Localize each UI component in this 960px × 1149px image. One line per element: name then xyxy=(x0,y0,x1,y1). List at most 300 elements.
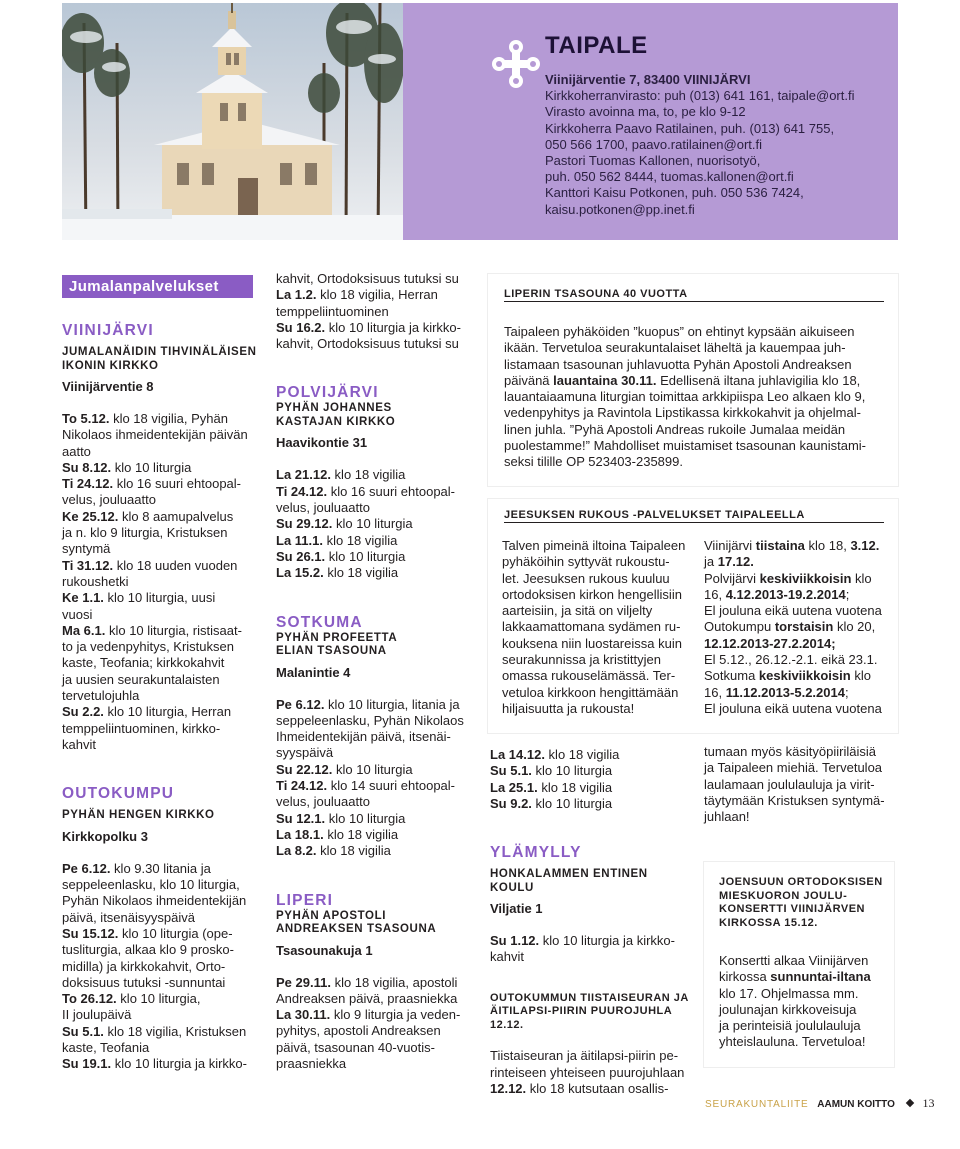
text-line xyxy=(719,1002,889,1018)
line-text: klo 18 vigilia, Herran xyxy=(316,287,438,303)
date-label: La 18.1. xyxy=(276,826,324,842)
line-text: to ja vedenpyhitys, Kristuksen xyxy=(62,639,234,655)
line-text: klo 16 suuri ehtoopal- xyxy=(113,476,241,492)
text-line xyxy=(704,636,894,652)
text-line: laulamaan joululauluja ja virit- xyxy=(704,776,875,792)
text-line xyxy=(504,373,884,389)
date-label: 4.12.2013-19.2.2014 xyxy=(725,586,846,602)
schedule-line xyxy=(276,975,476,991)
line-text: klo 14 suuri ehtoopal- xyxy=(327,778,455,794)
box-heading xyxy=(719,876,883,930)
text-line xyxy=(704,701,894,717)
text-line xyxy=(704,554,894,570)
line-text: 16, xyxy=(704,684,726,700)
text-line xyxy=(719,1034,889,1050)
church-name: PYHÄN JOHANNES xyxy=(276,402,392,415)
schedule-line xyxy=(62,942,262,958)
date-label: Su 16.2. xyxy=(276,319,326,335)
line-text: Outokumpu xyxy=(704,619,775,635)
line-text: klo 9 liturgia ja veden- xyxy=(330,1007,461,1023)
section-title: POLVIJÄRVI xyxy=(276,384,379,402)
schedule-line xyxy=(276,827,476,843)
schedule-line xyxy=(62,590,262,606)
heading-rule xyxy=(504,522,884,523)
date-label: La 25.1. xyxy=(490,779,538,795)
schedule-line xyxy=(276,304,476,320)
date-label: Ke 25.12. xyxy=(62,508,119,524)
line-text: yhteislauluna. Tervetuloa! xyxy=(719,1034,866,1050)
date-label: La 8.2. xyxy=(276,843,317,859)
schedule-list xyxy=(276,697,476,860)
date-label: Su 15.12. xyxy=(62,925,119,941)
schedule-line xyxy=(276,533,476,549)
date-label: Su 9.2. xyxy=(490,795,532,811)
line-text: Ihmeidentekijän päivä, itsenäi- xyxy=(276,729,451,745)
schedule-list xyxy=(276,975,476,1073)
schedule-line xyxy=(276,484,476,500)
schedule-line xyxy=(62,509,262,525)
schedule-line xyxy=(490,763,695,779)
schedule-list xyxy=(276,467,476,581)
line-text: klo 10 liturgia (ope- xyxy=(118,925,233,941)
box-text xyxy=(504,324,884,471)
line-text: Nikolaos ihmeidentekijän päivän xyxy=(62,427,248,443)
page-footer xyxy=(705,1096,934,1112)
schedule-line xyxy=(62,688,262,704)
line-text: klo 10 liturgia xyxy=(332,516,413,532)
line-text: rinteiseen yhteiseen puurojuhlaan xyxy=(490,1064,685,1080)
schedule-line xyxy=(490,1065,695,1081)
church-photo xyxy=(62,3,403,240)
text-line xyxy=(719,1018,889,1034)
schedule-line xyxy=(62,476,262,492)
schedule-line xyxy=(276,745,476,761)
text-line xyxy=(704,538,894,554)
box-text xyxy=(719,953,889,1051)
line-text: klo 18 vigilia xyxy=(322,532,398,548)
date-label: tiistaina xyxy=(755,538,805,553)
date-label: Pe 29.11. xyxy=(276,974,331,990)
line-text: velus, jouluaatto xyxy=(276,500,370,516)
schedule-line xyxy=(276,336,476,352)
date-label: 17.12. xyxy=(717,554,754,570)
line-text: ja perinteisiä joululauluja xyxy=(719,1018,861,1034)
line-text: klo 18 vigilia xyxy=(544,747,620,762)
box-text-right xyxy=(704,538,894,717)
info-line: Kirkkoherranvirasto: puh (013) 641 161, taipale@ort.fi xyxy=(545,88,855,104)
parish-title: TAIPALE xyxy=(545,32,648,59)
date-label: keskiviikkoisin xyxy=(758,668,851,684)
line-text: Taipaleen pyhäköiden ”kuopus” on ehtinyt kypsään aikuiseen xyxy=(504,324,855,339)
church-name: HONKALAMMEN ENTINEN KOULU xyxy=(490,868,648,894)
schedule-line xyxy=(276,271,476,287)
line-text: joulunajan kirkkoveisuja xyxy=(719,1001,857,1017)
line-text: klo xyxy=(851,570,872,586)
line-text: Polvijärvi xyxy=(704,570,760,586)
schedule-line xyxy=(62,639,262,655)
date-label: Su 1.12. xyxy=(490,933,540,949)
line-text: klo 18 vigilia xyxy=(323,565,399,581)
line-text: klo 18 vigilia, Kristuksen xyxy=(103,1023,247,1039)
text-line: vetuloa kirkkoon hengittämään xyxy=(502,684,679,700)
line-text: klo 10 liturgia ja kirkko- xyxy=(539,933,675,949)
church-address: Haavikontie 31 xyxy=(276,435,368,451)
line-text: klo 18 vigilia xyxy=(537,779,613,795)
schedule-line xyxy=(276,565,476,581)
line-text: ja uusien seurakuntalaisten xyxy=(62,671,220,687)
line-text: päivänä xyxy=(504,372,554,388)
schedule-line xyxy=(276,778,476,794)
line-text: klo 10 liturgia, litania ja xyxy=(324,696,460,712)
info-line: Kirkkoherra Paavo Ratilainen, puh. (013) 641 755, xyxy=(545,120,835,136)
schedule-line xyxy=(62,574,262,590)
schedule-line xyxy=(276,549,476,565)
date-label: Ti 24.12. xyxy=(62,476,114,492)
line-text: klo 20, xyxy=(833,619,876,635)
line-text: kaste, Teofania; kirkkokahvit xyxy=(62,655,225,671)
column-2 xyxy=(276,271,476,1072)
text-line: pyhäköihin syttyvät rukoustu- xyxy=(502,554,670,570)
line-text: klo 10 liturgia xyxy=(332,761,413,777)
text-line: KONSERTTI VIINIJÄRVEN xyxy=(719,903,865,915)
schedule-line xyxy=(62,541,262,557)
date-label: Su 22.12. xyxy=(276,761,333,777)
text-line xyxy=(704,685,894,701)
line-text: aatto xyxy=(62,443,91,459)
schedule-line xyxy=(276,811,476,827)
parish-address: Viinijärventie 7, 83400 VIINIJÄRVI xyxy=(545,72,751,87)
text-line: Talven pimeinä iltoina Taipaleen xyxy=(502,538,686,553)
line-text: seppeleenlasku, klo 10 liturgia, xyxy=(62,877,240,893)
schedule-line xyxy=(490,949,695,965)
date-label: Ti 31.12. xyxy=(62,557,114,573)
schedule-line xyxy=(276,729,476,745)
text-line xyxy=(704,587,894,603)
schedule-line xyxy=(62,975,262,991)
date-label: Su 8.12. xyxy=(62,459,112,475)
date-label: La 15.2. xyxy=(276,565,324,581)
church-name: IKONIN KIRKKO xyxy=(62,359,159,372)
schedule-line xyxy=(62,444,262,460)
column-4 xyxy=(704,744,899,825)
date-label: 12.12. xyxy=(490,1080,527,1096)
line-text: klo 10 liturgia xyxy=(531,763,613,779)
text-line xyxy=(704,571,894,587)
text-line xyxy=(504,357,884,373)
text-line: ortodoksisen kirkon hengellisiin xyxy=(502,586,682,602)
line-text: Tiistaiseuran ja äitilapsi-piirin pe- xyxy=(490,1048,679,1064)
line-text: puolestamme!” Mahdolliset muistamiset tsasounan kaunistami- xyxy=(504,438,866,454)
date-label: Su 19.1. xyxy=(62,1056,112,1072)
line-text: ikään. Tervetuloa seurakuntalaiset läheltä ja kauempaa juh- xyxy=(504,340,846,356)
date-label: Su 12.1. xyxy=(276,810,326,826)
line-text: kahvit, Ortodoksisuus tutuksi su xyxy=(276,271,459,286)
text-line: hiljaisuutta ja rukousta! xyxy=(502,700,635,716)
line-text: velus, jouluaatto xyxy=(62,492,156,508)
text-line xyxy=(719,969,889,985)
date-label: La 11.1. xyxy=(276,532,323,548)
section-title: SOTKUMA xyxy=(276,613,363,631)
text-line: seurakunnissa ja kristittyjen xyxy=(502,652,661,668)
line-text: syyspäivä xyxy=(276,745,334,761)
line-text: vuosi xyxy=(62,606,93,622)
line-text: kirkossa xyxy=(719,969,771,985)
schedule-line xyxy=(276,467,476,483)
line-text: klo 18 vigilia xyxy=(316,843,391,859)
line-text: kahvit xyxy=(62,736,96,752)
line-text: Edellisenä iltana juhlavigilia klo 18, xyxy=(656,372,861,388)
footer-magazine: AAMUN KOITTO xyxy=(817,1099,895,1110)
schedule-line xyxy=(276,1007,476,1023)
date-label: Ma 6.1. xyxy=(62,622,106,638)
date-label: Su 29.12. xyxy=(276,516,333,532)
date-label: Ke 1.1. xyxy=(62,590,104,606)
line-text: doksisuus tutuksi -sunnuntai xyxy=(62,974,226,990)
schedule-line xyxy=(62,1040,262,1056)
column-3 xyxy=(490,747,695,1097)
line-text: klo 16 suuri ehtoopal- xyxy=(327,483,455,499)
date-label: 11.12.2013-5.2.2014 xyxy=(725,684,845,700)
line-text: kahvit xyxy=(490,949,524,965)
text-line xyxy=(504,422,884,438)
schedule-list xyxy=(62,411,262,753)
schedule-line xyxy=(276,713,476,729)
church-address: Tsasounakuja 1 xyxy=(276,942,373,958)
info-line: Pastori Tuomas Kallonen, nuorisotyö, xyxy=(545,153,761,169)
line-text: 16, xyxy=(704,586,726,602)
schedule-line xyxy=(276,1040,476,1056)
text-line xyxy=(704,619,894,635)
info-line: puh. 050 562 8444, tuomas.kallonen@ort.fi xyxy=(545,169,794,185)
line-text: klo 10 liturgia xyxy=(111,459,192,475)
church-address: Kirkkopolku 3 xyxy=(62,828,148,844)
schedule-line xyxy=(62,607,262,623)
schedule-line xyxy=(490,1081,695,1097)
schedule-line xyxy=(62,1056,262,1072)
line-text: päivä, tsasounan 40-vuotis- xyxy=(276,1039,435,1055)
church-name: PYHÄN APOSTOLI xyxy=(276,909,386,922)
line-text: klo 18, xyxy=(804,538,851,553)
schedule-list xyxy=(490,747,695,812)
line-text: klo xyxy=(850,668,871,684)
line-text: ja n. klo 9 liturgia, Kristuksen xyxy=(62,525,228,541)
schedule-line xyxy=(62,926,262,942)
church-name: ELIAN TSASOUNA xyxy=(276,645,387,658)
line-text: Konsertti alkaa Viinijärven xyxy=(719,953,869,968)
column-1 xyxy=(62,322,262,1073)
schedule-line xyxy=(62,655,262,671)
text-line: omassa rukouselämässä. Ter- xyxy=(502,668,676,684)
text-line xyxy=(719,986,889,1002)
section-title: LIPERI xyxy=(276,891,334,909)
box-heading: JEESUKSEN RUKOUS -PALVELUKSET TAIPALEELLA xyxy=(504,509,805,521)
date-label: torstaisin xyxy=(774,619,834,635)
text-line: lakkaamattomana sydämen ru- xyxy=(502,619,681,635)
schedule-list xyxy=(276,271,476,352)
schedule-line xyxy=(276,697,476,713)
schedule-line xyxy=(276,516,476,532)
schedule-line xyxy=(62,427,262,443)
line-text: klo 18 vigilia xyxy=(323,826,399,842)
info-line: Kanttori Kaisu Potkonen, puh. 050 536 7424, xyxy=(545,185,804,201)
schedule-line xyxy=(276,843,476,859)
line-text: kaste, Teofania xyxy=(62,1040,150,1055)
schedule-line xyxy=(490,1048,695,1064)
text-line xyxy=(704,652,894,668)
line-text: linen juhla. ”Pyhä Apostoli Andreas rukoile Jumalaa meidän xyxy=(504,421,846,437)
text-line: tumaan myös käsityöpiiriläisiä xyxy=(704,744,876,759)
box-heading: LIPERIN TSASOUNA 40 VUOTTA xyxy=(504,288,688,300)
date-label: Pe 6.12. xyxy=(276,696,325,712)
schedule-line xyxy=(490,780,695,796)
line-text: klo 10 liturgia ja kirkko- xyxy=(325,319,461,335)
line-text: klo 10 liturgia xyxy=(325,548,406,564)
schedule-line xyxy=(62,492,262,508)
line-text: El jouluna eikä uutena vuotena xyxy=(704,603,882,619)
line-text: klo 10 liturgia, Herran xyxy=(103,704,232,720)
line-text: tervetulojuhla xyxy=(62,688,140,704)
date-label: La 1.2. xyxy=(276,287,317,303)
line-text: klo 10 liturgia xyxy=(325,810,406,826)
page-number: 13 xyxy=(922,1096,935,1110)
line-text: klo 10 liturgia, uusi xyxy=(103,590,216,606)
text-line: aarteisiin, ja sitä on viljelty xyxy=(502,603,653,619)
line-text: klo 8 aamupalvelus xyxy=(118,508,234,524)
line-text: ; xyxy=(844,684,849,700)
line-text: syntymä xyxy=(62,541,111,557)
church-name: PYHÄN HENGEN KIRKKO xyxy=(62,809,215,822)
schedule-line xyxy=(62,959,262,975)
date-label: To 5.12. xyxy=(62,411,110,426)
date-label: lauantaina 30.11. xyxy=(553,372,657,388)
schedule-line xyxy=(62,991,262,1007)
date-label: Su 5.1. xyxy=(62,1023,104,1039)
section-title: YLÄMYLLY xyxy=(490,844,582,862)
line-text: seksi tilille OP 523403-235899. xyxy=(504,454,683,470)
schedule-line xyxy=(276,320,476,336)
church-address: Viljatie 1 xyxy=(490,901,543,917)
schedule-line xyxy=(62,737,262,753)
info-line: kaisu.potkonen@pp.inet.fi xyxy=(545,201,695,217)
date-label: 3.12. xyxy=(850,538,880,553)
line-text: rukoushetki xyxy=(62,573,129,589)
line-text: ja xyxy=(704,554,718,570)
line-text: El jouluna eikä uutena vuotena xyxy=(704,700,882,716)
date-label: 12.12.2013-27.2.2014; xyxy=(704,635,836,651)
schedule-line xyxy=(490,796,695,812)
church-name: KASTAJAN KIRKKO xyxy=(276,415,396,428)
line-text: klo 10 liturgia xyxy=(531,795,613,811)
heading-rule xyxy=(504,301,884,302)
text-line xyxy=(704,603,894,619)
line-text: El 5.12., 26.12.-2.1. eikä 23.1. xyxy=(704,652,878,668)
info-line: Virasto avoinna ma, to, pe klo 9-12 xyxy=(545,104,746,120)
line-text: tusliturgia, alkaa klo 9 prosko- xyxy=(62,942,234,958)
cross-ornament-icon xyxy=(490,38,542,90)
schedule-line xyxy=(62,910,262,926)
line-text: temppeliintuominen, kirkko- xyxy=(62,720,221,736)
date-label: La 21.12. xyxy=(276,467,331,483)
text-line: ja Taipaleen miehiä. Tervetuloa xyxy=(704,760,883,776)
date-label: Su 26.1. xyxy=(276,548,326,564)
line-text: temppeliintuominen xyxy=(276,303,389,319)
schedule-line xyxy=(276,991,476,1007)
schedule-line xyxy=(276,762,476,778)
section-title: VIINIJÄRVI xyxy=(62,322,154,339)
date-label: To 26.12. xyxy=(62,991,117,1007)
text-line xyxy=(504,389,884,405)
text-line xyxy=(719,953,889,969)
section-title: OUTOKUMPU xyxy=(62,785,175,803)
schedule-line xyxy=(62,721,262,737)
text-line: let. Jeesuksen rukous kuuluu xyxy=(502,570,670,586)
announcement-heading: OUTOKUMMUN TIISTAISEURAN JA xyxy=(490,991,689,1004)
line-text: klo 17. Ohjelmassa mm. xyxy=(719,985,859,1001)
schedule-line xyxy=(276,1023,476,1039)
line-text: seppeleenlasku, Pyhän Nikolaos xyxy=(276,712,464,728)
church-address: Viinijärventie 8 xyxy=(62,379,154,394)
line-text: praasniekka xyxy=(276,1056,347,1072)
schedule-line xyxy=(276,287,476,303)
schedule-line xyxy=(62,672,262,688)
schedule-line xyxy=(62,411,262,427)
footer-section: SEURAKUNTALIITE xyxy=(705,1099,809,1110)
line-text: klo 18 kutsutaan osallis- xyxy=(526,1080,669,1096)
text-line xyxy=(504,340,884,356)
services-banner-label: Jumalanpalvelukset xyxy=(69,278,219,295)
line-text: Andreaksen päivä, praasniekka xyxy=(276,990,458,1006)
schedule-line xyxy=(62,877,262,893)
line-text: Pyhän Nikolaos ihmeidentekijän xyxy=(62,893,247,909)
schedule-line xyxy=(62,893,262,909)
date-label: La 14.12. xyxy=(490,747,545,762)
text-line: täytymään Kristuksen syntymä- xyxy=(704,792,885,808)
text-line xyxy=(504,324,884,340)
date-label: Ti 24.12. xyxy=(276,778,328,794)
announcement-text xyxy=(490,1048,695,1097)
line-text: kahvit, Ortodoksisuus tutuksi su xyxy=(276,336,459,352)
date-label: keskiviikkoisin xyxy=(759,570,852,586)
schedule-line xyxy=(490,747,695,763)
contact-info xyxy=(545,72,890,218)
schedule-line xyxy=(62,525,262,541)
line-text: vedenpyhitys ja Ravintola Lipstikassa kirkkokahvit ja ohjelmal- xyxy=(504,405,861,421)
text-line: JOENSUUN ORTODOKSISEN xyxy=(719,876,883,888)
date-label: Ti 24.12. xyxy=(276,483,328,499)
text-line: juhlaan! xyxy=(704,809,750,825)
schedule-line xyxy=(276,500,476,516)
line-text: klo 9.30 litania ja xyxy=(110,860,211,876)
text-line xyxy=(704,668,894,684)
diamond-icon xyxy=(905,1099,913,1107)
schedule-line xyxy=(62,1007,262,1023)
schedule-line xyxy=(276,794,476,810)
line-text: päivä, itsenäisyyspäivä xyxy=(62,909,195,925)
line-text: klo 10 liturgia, xyxy=(116,991,201,1007)
schedule-line xyxy=(62,623,262,639)
schedule-line xyxy=(62,704,262,720)
text-line xyxy=(504,438,884,454)
line-text: klo 18 vigilia, apostoli xyxy=(330,974,458,990)
line-text: listamaan tsasounan juhlavuotta Pyhän Apostoli Andreaksen xyxy=(504,356,852,372)
church-name: ANDREAKSEN TSASOUNA xyxy=(276,923,437,936)
line-text: midilla) ja kirkkokahvit, Orto- xyxy=(62,958,226,974)
line-text: II joulupäivä xyxy=(62,1007,132,1023)
info-line: 050 566 1700, paavo.ratilainen@ort.fi xyxy=(545,136,763,152)
schedule-line xyxy=(62,861,262,877)
date-label: Su 5.1. xyxy=(490,763,532,779)
announcement-heading: ÄITILAPSI-PIIRIN PUUROJUHLA 12.12. xyxy=(490,1005,672,1031)
